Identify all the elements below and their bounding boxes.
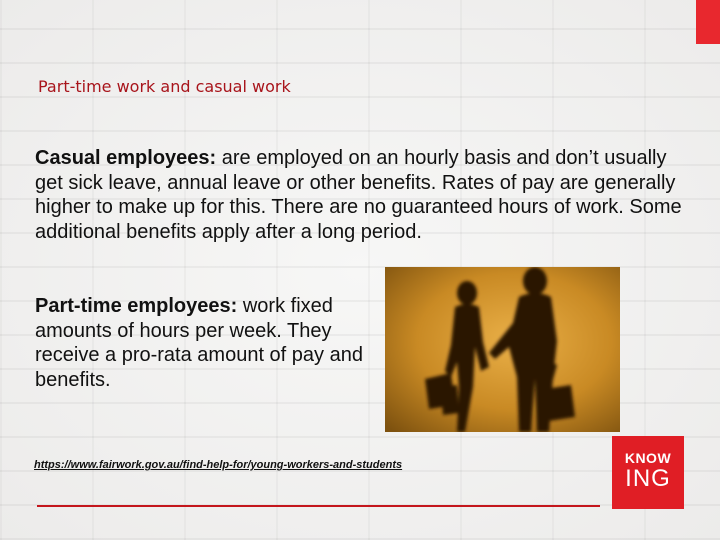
part-time-employees-text: work fixed amounts of hours per week. They receive a pro-rata amount of pay and benefits. (35, 295, 363, 391)
knowing-logo (612, 436, 684, 509)
casual-employees-heading: Casual employees: (35, 147, 217, 169)
logo-text-know: KNOW (624, 450, 672, 466)
part-time-employees-heading: Part-time employees: (35, 295, 238, 317)
couple-silhouette-image (385, 267, 620, 432)
casual-employees-text: are employed on an hourly basis and don’t usually get sick leave, annual leave or other benefits. Rates of pay are generally higher to make up for this. There are no guaranteed hours of work. Some additional benefits apply after a long period. (35, 147, 682, 243)
slide-title: Part-time work and casual work (38, 77, 291, 96)
part-time-employees-paragraph (35, 294, 391, 392)
footer-divider (37, 505, 600, 507)
logo-text-ing: ING (625, 465, 671, 492)
corner-accent-tab (696, 0, 720, 44)
couple-shopping-photo (385, 267, 620, 432)
fairwork-source-link[interactable]: https://www.fairwork.gov.au/find-help-for/young-workers-and-students (34, 459, 403, 471)
casual-employees-paragraph (35, 146, 685, 244)
